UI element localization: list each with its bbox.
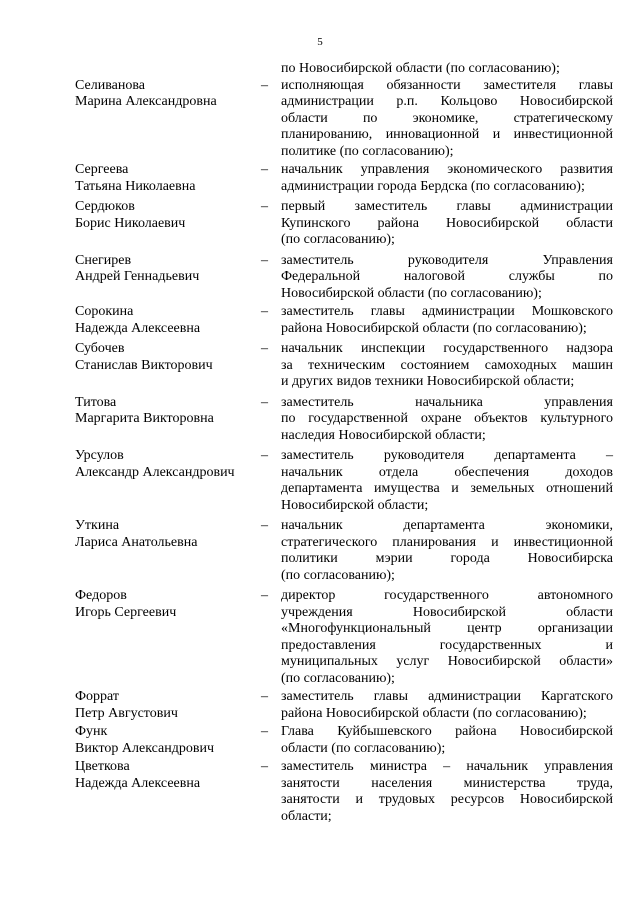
- dash-separator: –: [261, 394, 268, 410]
- member-entry: [75, 199, 613, 249]
- member-entry: [75, 78, 613, 161]
- dash-separator: –: [261, 724, 268, 739]
- member-name: [75, 162, 261, 195]
- position-line: муниципальных услуг Новосибирской области»: [281, 654, 613, 669]
- dash-separator: –: [261, 304, 268, 319]
- member-name: [75, 759, 261, 825]
- member-position: [281, 78, 613, 161]
- member-position: [281, 395, 613, 445]
- position-line: заместитель начальника управления: [281, 394, 613, 410]
- member-entry: [75, 518, 613, 584]
- position-line: Купинского района Новосибирской области: [281, 215, 613, 231]
- position-line: учреждения Новосибирской области: [281, 604, 613, 620]
- member-position: [281, 341, 613, 391]
- position-line: Глава Куйбышевского района Новосибирской: [281, 724, 613, 739]
- dash-separator: –: [261, 199, 268, 214]
- position-line: области (по согласованию);: [281, 740, 446, 756]
- dash-separator: –: [261, 341, 268, 356]
- member-surname: Функ: [75, 724, 108, 739]
- member-given-name: Игорь Сергеевич: [75, 604, 177, 620]
- member-given-name: Татьяна Николаевна: [75, 178, 196, 194]
- position-line: стратегического планирования и инвестиционной: [281, 534, 613, 550]
- position-line: начальник отдела обеспечения доходов: [281, 464, 613, 480]
- member-list: [75, 61, 613, 825]
- member-surname: Урсулов: [75, 448, 124, 463]
- member-surname: Сорокина: [75, 304, 134, 319]
- member-name: [75, 724, 261, 757]
- member-surname: Форрат: [75, 689, 120, 704]
- position-line: наследия Новосибирской области;: [281, 427, 486, 443]
- position-line: Федеральной налоговой службы по: [281, 269, 613, 284]
- position-line: директор государственного автономного: [281, 588, 613, 603]
- member-given-name: Станислав Викторович: [75, 357, 213, 373]
- member-surname: Снегирев: [75, 252, 132, 268]
- member-given-name: Надежда Алексеевна: [75, 320, 201, 336]
- dash-separator: –: [261, 518, 268, 533]
- member-entry: [75, 448, 613, 514]
- member-surname: Субочев: [75, 341, 125, 356]
- member-position: [281, 724, 613, 757]
- member-given-name: Надежда Алексеевна: [75, 775, 201, 791]
- position-line: занятости населения министерства труда,: [281, 775, 613, 791]
- position-line: Новосибирской области;: [281, 497, 429, 513]
- member-entry: [75, 253, 613, 303]
- member-surname: Уткина: [75, 518, 120, 533]
- member-entry: [75, 395, 613, 445]
- dash-separator: –: [261, 77, 268, 93]
- member-position: [281, 759, 613, 825]
- position-line: начальник управления экономического развития: [281, 162, 613, 177]
- position-line: администрации р.п. Кольцово Новосибирской: [281, 94, 613, 109]
- position-line: области по экономике, стратегическому: [281, 110, 613, 126]
- member-given-name: Марина Александровна: [75, 94, 217, 109]
- member-entry: [75, 588, 613, 687]
- dash-separator: –: [261, 448, 268, 463]
- member-name: [75, 78, 261, 161]
- member-entry: [75, 341, 613, 391]
- member-name: [75, 395, 261, 445]
- dash-separator: –: [261, 252, 268, 268]
- member-position: [281, 588, 613, 687]
- position-line: по государственной охране объектов культурного: [281, 411, 613, 426]
- position-line: планированию, инновационной и инвестиционной: [281, 127, 613, 142]
- member-position: [281, 448, 613, 514]
- position-line: занятости и трудовых ресурсов Новосибирской: [281, 792, 613, 807]
- dash-separator: –: [261, 759, 268, 774]
- member-name: [75, 199, 261, 249]
- member-surname: Титова: [75, 394, 117, 410]
- position-line: района Новосибирской области (по согласованию);: [281, 320, 587, 336]
- member-given-name: Александр Александрович: [75, 464, 235, 480]
- position-line: администрации города Бердска (по согласованию);: [281, 178, 585, 194]
- position-line: политики мэрии города Новосибирска: [281, 551, 613, 566]
- dash-separator: –: [261, 689, 268, 704]
- position-line: заместитель руководителя департамента –: [281, 448, 613, 463]
- position-line: департамента имущества и земельных отношений: [281, 481, 613, 496]
- member-given-name: Лариса Анатольевна: [75, 534, 198, 550]
- member-name: [75, 304, 261, 337]
- dash-separator: –: [261, 588, 268, 603]
- member-entry: [75, 724, 613, 757]
- member-position: [281, 162, 613, 195]
- member-position: [281, 304, 613, 337]
- position-line: начальник департамента экономики,: [281, 518, 613, 533]
- position-line: за техническим состоянием самоходных машин: [281, 357, 613, 373]
- position-line: области;: [281, 808, 332, 824]
- member-name: [75, 588, 261, 687]
- member-given-name: Виктор Александрович: [75, 740, 215, 756]
- member-entry: [75, 304, 613, 337]
- member-position: [281, 518, 613, 584]
- position-line: (по согласованию);: [281, 232, 395, 247]
- member-name: [75, 448, 261, 514]
- member-position: [281, 689, 613, 722]
- member-surname: Сергеева: [75, 162, 129, 177]
- position-line: Новосибирской области (по согласованию);: [281, 285, 542, 301]
- member-name: [75, 253, 261, 303]
- member-given-name: Маргарита Викторовна: [75, 411, 214, 426]
- position-line: района Новосибирской области (по согласованию);: [281, 705, 587, 721]
- member-surname: Селиванова: [75, 77, 145, 93]
- position-line: (по согласованию);: [281, 567, 395, 583]
- position-line: заместитель главы администрации Каргатского: [281, 689, 613, 704]
- position-line: «Многофункциональный центр организации: [281, 621, 613, 636]
- position-line: предоставления государственных и: [281, 637, 613, 653]
- position-line: заместитель главы администрации Мошковского: [281, 304, 613, 319]
- position-line: (по согласованию);: [281, 670, 395, 686]
- member-position: [281, 253, 613, 303]
- member-entry: [75, 759, 613, 825]
- member-entry: [75, 689, 613, 722]
- member-name: [75, 518, 261, 584]
- position-line: первый заместитель главы администрации: [281, 199, 613, 214]
- dash-separator: –: [261, 162, 268, 177]
- position-line: заместитель руководителя Управления: [281, 252, 613, 268]
- page-number: 5: [317, 36, 323, 48]
- position-line: заместитель министра – начальник управления: [281, 759, 613, 774]
- position-line: исполняющая обязанности заместителя главы: [281, 77, 613, 93]
- member-surname: Сердюков: [75, 199, 135, 214]
- member-surname: Цветкова: [75, 759, 130, 774]
- position-line: политике (по согласованию);: [281, 143, 454, 159]
- member-name: [75, 689, 261, 722]
- member-given-name: Петр Августович: [75, 705, 178, 721]
- member-given-name: Борис Николаевич: [75, 215, 186, 231]
- member-position: [281, 199, 613, 249]
- position-line: и других видов техники Новосибирской области;: [281, 374, 575, 389]
- member-surname: Федоров: [75, 588, 127, 603]
- member-name: [75, 341, 261, 391]
- continued-line: по Новосибирской области (по согласованию);: [281, 61, 560, 76]
- continued-row: [75, 61, 613, 78]
- member-entry: [75, 162, 613, 195]
- position-line: начальник инспекции государственного надзора: [281, 341, 613, 356]
- member-given-name: Андрей Геннадьевич: [75, 269, 200, 284]
